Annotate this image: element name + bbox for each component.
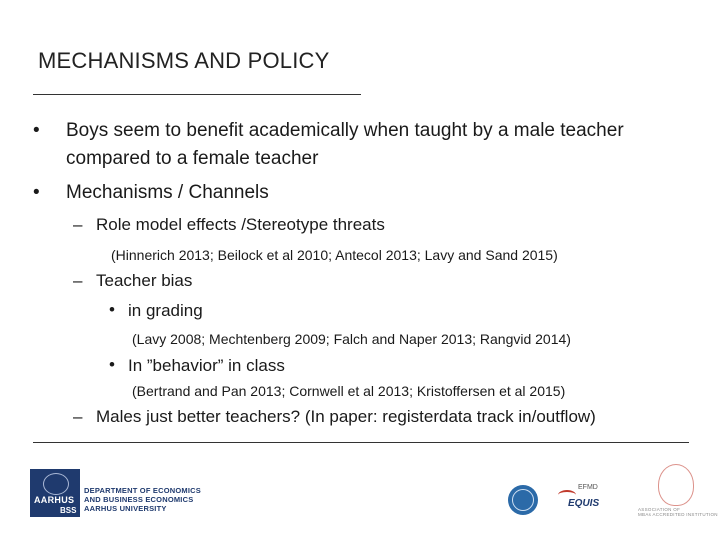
footer-divider bbox=[33, 442, 689, 443]
amba-line-1: ASSOCIATION OF bbox=[638, 507, 681, 512]
sub-item-2a-reference: (Lavy 2008; Mechtenberg 2009; Falch and Naper 2013; Rangvid 2014) bbox=[132, 331, 571, 347]
aacsb-logo-icon bbox=[508, 485, 538, 515]
dash-icon: – bbox=[73, 215, 83, 234]
title-divider bbox=[33, 94, 361, 95]
department-line-2: AND BUSINESS ECONOMICS bbox=[84, 495, 194, 504]
equis-logo bbox=[556, 482, 606, 518]
bullet-icon: • bbox=[33, 120, 40, 141]
logo-text-aarhus: AARHUS bbox=[34, 495, 75, 505]
sub-item-2: Teacher bias bbox=[96, 271, 193, 290]
bullet-icon: • bbox=[109, 355, 115, 374]
dash-icon: – bbox=[73, 407, 83, 426]
sub-item-3: Males just better teachers? (In paper: registerdata track in/outflow) bbox=[96, 407, 596, 426]
efmd-label: EFMD bbox=[578, 484, 598, 491]
department-line-3: AARHUS UNIVERSITY bbox=[84, 504, 167, 513]
slide-title: MECHANISMS AND POLICY bbox=[38, 48, 330, 73]
bullet-text-1b: compared to a female teacher bbox=[66, 148, 319, 169]
logo-text-bss: BSS bbox=[60, 506, 77, 515]
university-seal-icon bbox=[43, 473, 69, 495]
sub-item-2b-reference: (Bertrand and Pan 2013; Cornwell et al 2013; Kristoffersen et al 2015) bbox=[132, 383, 566, 399]
sub-item-2a: in grading bbox=[128, 301, 203, 320]
amba-label bbox=[638, 507, 718, 517]
equis-label: EQUIS bbox=[568, 498, 600, 509]
bullet-icon: • bbox=[109, 300, 115, 319]
department-name bbox=[84, 486, 201, 513]
dash-icon: – bbox=[73, 271, 83, 290]
bullet-icon: • bbox=[33, 182, 40, 203]
sub-item-1: Role model effects /Stereotype threats bbox=[96, 215, 385, 234]
sub-item-1-reference: (Hinnerich 2013; Beilock et al 2010; Antecol 2013; Lavy and Sand 2015) bbox=[111, 247, 558, 263]
bullet-text-2: Mechanisms / Channels bbox=[66, 182, 269, 203]
aarhus-bss-logo bbox=[30, 469, 80, 517]
sub-item-2b: In ”behavior” in class bbox=[128, 356, 285, 375]
amba-logo-icon bbox=[658, 464, 694, 506]
amba-line-2: MBAs ACCREDITED INSTITUTION bbox=[638, 512, 718, 517]
bullet-text-1a: Boys seem to benefit academically when taught by a male teacher bbox=[66, 120, 624, 141]
department-line-1: DEPARTMENT OF ECONOMICS bbox=[84, 486, 201, 495]
